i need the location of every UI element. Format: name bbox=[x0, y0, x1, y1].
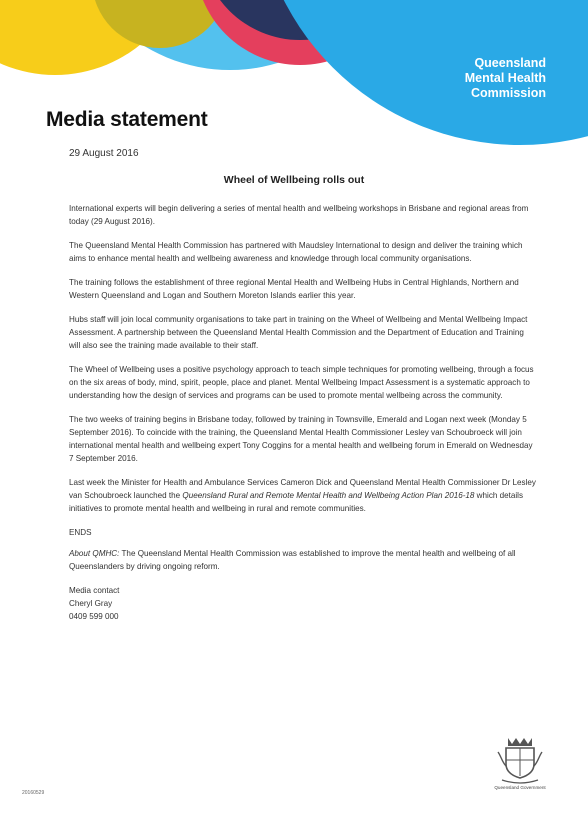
document-code: 20160529 bbox=[22, 790, 45, 796]
statement-date: 29 August 2016 bbox=[69, 148, 139, 159]
paragraph: The Wheel of Wellbeing uses a positive psychology approach to teach simple techniques for promoting wellbeing, through a focus on the six areas of body, mind, spirit, people, place and planet. Mental Wellbeing Impact Assessment is a systematic approach to understanding how the design of services and programs can be used to promote mental wellbeing across the community. bbox=[69, 365, 534, 400]
about-text: The Queensland Mental Health Commission was established to improve the mental health and wellbeing of all Queenslanders by driving ongoing reform. bbox=[69, 549, 516, 571]
qmhc-logo bbox=[465, 56, 546, 101]
minister-paragraph bbox=[69, 476, 536, 515]
paragraph: The training follows the establishment of three regional Mental Health and Wellbeing Hubs in Central Highlands, Northern and Western Queensland and Logan and Southern Moreton Islands earlier this year. bbox=[69, 278, 519, 300]
paragraph: Hubs staff will join local community organisations to take part in training on the Wheel of Wellbeing and Mental Wellbeing Impact Assessment. A partnership between the Queensland Mental Health Commission and the Department of Education and Training will also see the training made available to their staff. bbox=[69, 315, 528, 350]
about-label: About QMHC: bbox=[69, 549, 120, 558]
minister-text-2: which details initiatives to promote mental health and wellbeing in rural and remote communities. bbox=[69, 491, 524, 513]
paragraph: The Queensland Mental Health Commission has partnered with Maudsley International to design and deliver the training which aims to enhance mental health and wellbeing awareness and knowledge through local community organisations. bbox=[69, 241, 523, 263]
contact-label: Media contact bbox=[69, 586, 120, 595]
contact-phone: 0409 599 000 bbox=[69, 612, 119, 621]
logo-line-3: Commission bbox=[470, 86, 546, 100]
paragraph: The two weeks of training begins in Brisbane today, followed by training in Townsville, Emerald and Logan next week (Monday 5 September 2016). To coincide with the training, the Queensland Mental Health Commissioner Lesley van Schoubroeck will join international mental health and wellbeing expert Tony Coggins for a mental health and wellbeing forum in Emerald on Wednesday 7 September 2016. bbox=[69, 415, 533, 463]
media-contact bbox=[69, 584, 536, 623]
ends-marker: ENDS bbox=[69, 528, 92, 537]
minister-text-1: Last week the Minister for Health and Ambulance Services Cameron Dick and Queensland Mental Health Commissioner Dr Lesley van Schoubroeck launched the bbox=[69, 478, 536, 500]
about-paragraph bbox=[69, 547, 536, 573]
crest-text: Queensland Government bbox=[494, 785, 546, 790]
queensland-government-crest-icon bbox=[494, 734, 546, 798]
statement-body bbox=[69, 202, 536, 623]
logo-line-2: Mental Health bbox=[464, 71, 546, 85]
page-title: Media statement bbox=[46, 108, 208, 131]
logo-line-1: Queensland bbox=[474, 56, 546, 70]
paragraph: International experts will begin delivering a series of mental health and wellbeing workshops in Brisbane and regional areas from today (29 August 2016). bbox=[69, 204, 529, 226]
statement-headline: Wheel of Wellbeing rolls out bbox=[223, 174, 365, 186]
action-plan-title: Queensland Rural and Remote Mental Health and Wellbeing Action Plan 2016-18 bbox=[182, 491, 475, 500]
contact-name: Cheryl Gray bbox=[69, 599, 113, 608]
